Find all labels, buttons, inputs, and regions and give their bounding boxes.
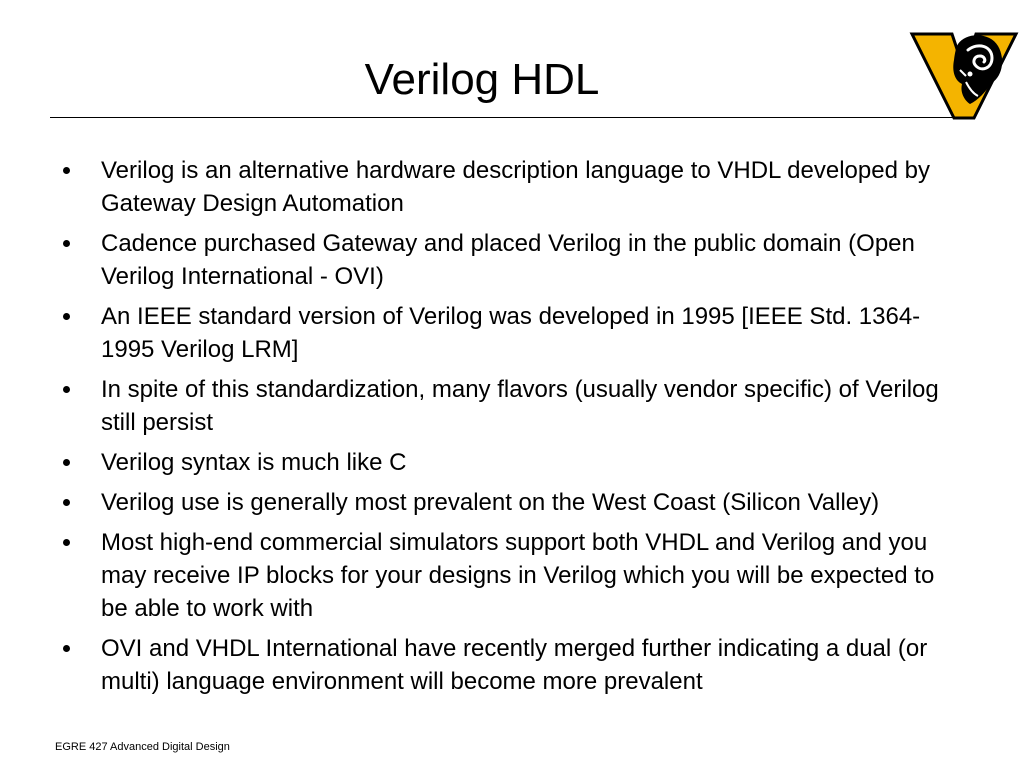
bullet-dot-icon — [63, 386, 70, 393]
bullet-text: OVI and VHDL International have recently merged further indicating a dual (or multi) language environment will become more prevalent — [101, 635, 928, 695]
bullet-dot-icon — [63, 313, 70, 320]
bullet-text: Most high-end commercial simulators support both VHDL and Verilog and you may receive IP blocks for your designs in Verilog which you will be expected to be able to work with — [101, 529, 935, 622]
bullet-item — [0, 154, 1000, 220]
bullet-dot-icon — [63, 459, 70, 466]
bullet-item — [0, 373, 1000, 439]
slide-title: Verilog HDL — [364, 55, 600, 104]
bullet-item — [0, 300, 1000, 366]
bullet-item — [0, 486, 1000, 519]
bullet-dot-icon — [63, 539, 70, 546]
bullet-item — [0, 632, 1000, 698]
bullet-text: Verilog syntax is much like C — [101, 449, 407, 476]
bullet-dot-icon — [63, 240, 70, 247]
slide-footer: EGRE 427 Advanced Digital Design — [55, 741, 230, 753]
bullet-item — [0, 446, 1000, 479]
bullet-dot-icon — [63, 499, 70, 506]
bullet-text: Verilog is an alternative hardware description language to VHDL developed by Gateway Design Automation — [101, 157, 930, 217]
bullet-dot-icon — [63, 645, 70, 652]
bullet-text: Cadence purchased Gateway and placed Verilog in the public domain (Open Verilog International - OVI) — [101, 230, 915, 290]
bullet-item — [0, 227, 1000, 293]
bullet-text: An IEEE standard version of Verilog was developed in 1995 [IEEE Std. 1364-1995 Verilog LRM] — [101, 303, 921, 363]
bullet-list — [0, 154, 1000, 705]
title-divider — [50, 117, 972, 118]
bullet-dot-icon — [63, 167, 70, 174]
bullet-item — [0, 526, 1000, 625]
bullet-text: In spite of this standardization, many flavors (usually vendor specific) of Verilog still persist — [101, 376, 939, 436]
vcu-ram-logo-icon — [908, 30, 1020, 122]
bullet-text: Verilog use is generally most prevalent on the West Coast (Silicon Valley) — [101, 489, 880, 516]
